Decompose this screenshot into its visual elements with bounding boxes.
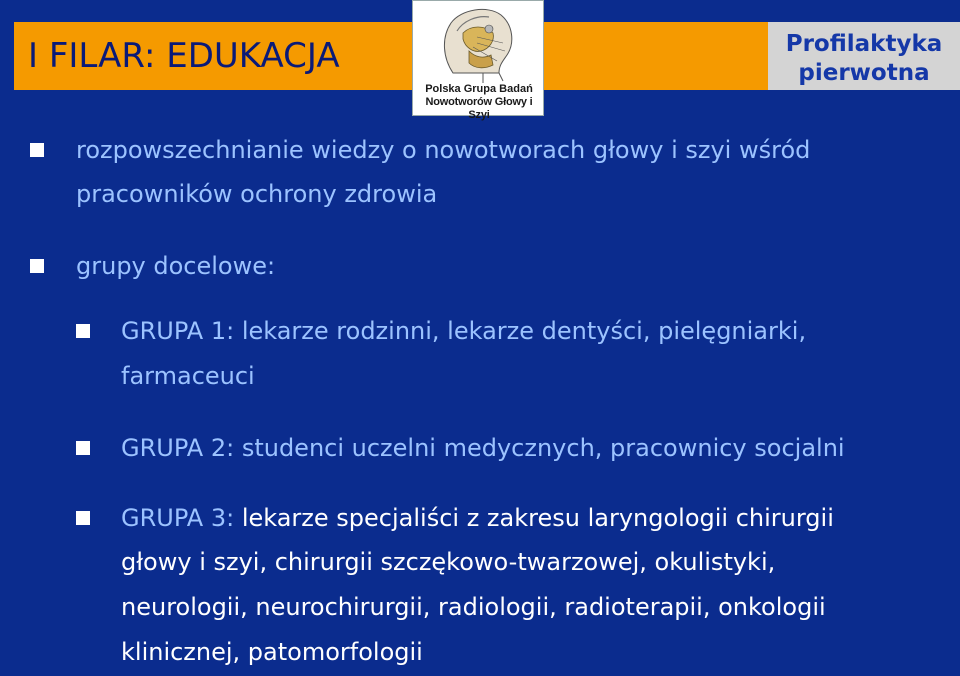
- group-1-label: GRUPA 1:: [121, 317, 235, 345]
- group-2-label: GRUPA 2:: [121, 434, 235, 462]
- group-3-line4: klinicznej, patomorfologii: [121, 638, 423, 666]
- bullet-2-line1: grupy docelowe:: [76, 252, 276, 280]
- sub-bullet-marker: [76, 324, 90, 338]
- bullet-marker: [30, 259, 44, 273]
- group-1-text: lekarze rodzinni, lekarze dentyści, pielęgniarki,: [234, 317, 807, 345]
- logo-line2: Nowotworów Głowy i Szyi: [425, 96, 533, 121]
- sub-bullet-marker: [76, 511, 90, 525]
- bullet-1-line2: pracowników ochrony zdrowia: [76, 180, 438, 208]
- logo-caption: [415, 83, 543, 122]
- group-3-label: GRUPA 3:: [121, 504, 235, 532]
- group-1-line2: farmaceuci: [121, 362, 255, 390]
- side-tag-line2: pierwotna: [798, 60, 930, 86]
- organization-logo: [412, 0, 544, 121]
- logo-line1: Polska Grupa Badań: [425, 83, 533, 95]
- group-1-line1: [121, 317, 806, 345]
- bullet-1-line1: rozpowszechnianie wiedzy o nowotworach głowy i szyi wśród: [76, 136, 811, 164]
- side-tag-line1: Profilaktyka: [785, 31, 943, 57]
- anatomy-illustration-icon: [433, 3, 523, 83]
- group-3-line2: głowy i szyi, chirurgii szczękowo-twarzowej, okulistyki,: [121, 548, 776, 576]
- sub-bullet-marker: [76, 441, 90, 455]
- group-2-line1: [121, 434, 845, 462]
- group-3-line1: [121, 504, 834, 532]
- side-tag: [778, 30, 950, 88]
- group-3-line3: neurologii, neurochirurgii, radiologii, radioterapii, onkologii: [121, 593, 826, 621]
- group-2-text: studenci uczelni medycznych, pracownicy socjalni: [234, 434, 845, 462]
- slide-title: I FILAR: EDUKACJA: [28, 36, 340, 76]
- bullet-marker: [30, 143, 44, 157]
- group-3-text: lekarze specjaliści z zakresu laryngologii chirurgii: [234, 504, 834, 532]
